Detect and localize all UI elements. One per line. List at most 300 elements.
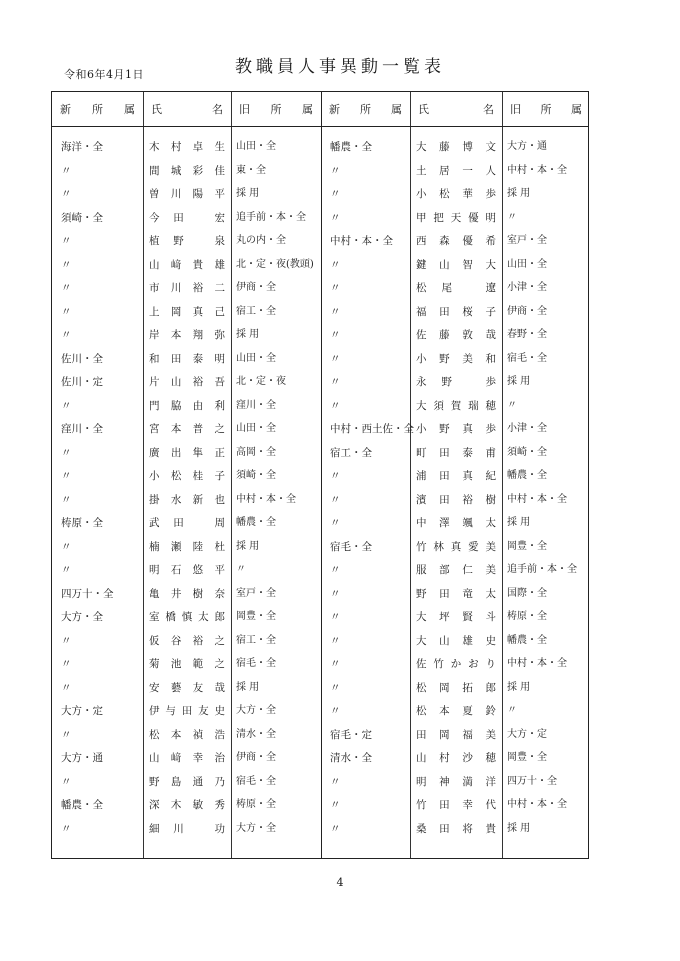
name-char: 伊 <box>149 705 160 717</box>
new-affiliation-cell: 四万十・全 <box>61 587 114 600</box>
name-char: 裕 <box>462 493 473 506</box>
name-char: 山 <box>149 258 160 271</box>
old-affiliation-cell: 〃 <box>507 211 517 223</box>
table-row <box>52 183 590 205</box>
new-affiliation-cell: 〃 <box>61 540 72 553</box>
old-affiliation-cell: 採 用 <box>507 517 531 528</box>
new-affiliation-cell: 幡農・全 <box>61 799 103 811</box>
new-affiliation-cell: 〃 <box>330 258 341 271</box>
name-char: 佳 <box>214 164 225 177</box>
table-row <box>52 747 590 769</box>
header-new-affiliation <box>321 92 410 126</box>
name-char: 藤 <box>439 141 450 153</box>
name-char: 門 <box>149 399 160 412</box>
header-char: 属 <box>571 103 582 116</box>
header-char: 氏 <box>418 103 429 116</box>
name-cell <box>410 536 502 558</box>
old-affiliation-cell: 宿工・全 <box>236 634 276 646</box>
name-char: 田 <box>173 517 184 529</box>
table-row <box>52 254 590 276</box>
name-cell <box>410 559 502 581</box>
name-char: 田 <box>439 470 450 482</box>
name-char: 翔 <box>192 329 204 341</box>
name-char: 樹 <box>192 587 204 600</box>
name-char: 橋 <box>165 611 176 623</box>
name-char: 室 <box>149 611 160 623</box>
header-char: 新 <box>60 103 71 116</box>
name-char: 遼 <box>485 282 496 294</box>
new-affiliation-cell: 中村・本・全 <box>330 235 393 247</box>
header-name <box>410 92 502 126</box>
table-row <box>52 724 590 746</box>
old-affiliation-cell: 国際・全 <box>507 587 547 599</box>
name-char: 真 <box>462 423 473 435</box>
new-affiliation-cell: 〃 <box>61 282 72 294</box>
name-char: 郎 <box>485 681 496 694</box>
new-affiliation-cell: 〃 <box>330 282 341 294</box>
header-char: 名 <box>483 103 494 116</box>
name-char: 藝 <box>170 681 182 694</box>
old-affiliation-cell: 伊商・全 <box>236 282 276 293</box>
new-affiliation-cell: 清水・全 <box>330 752 372 764</box>
new-affiliation-cell: 〃 <box>330 352 341 365</box>
name-char: 之 <box>214 658 225 670</box>
name-char: 之 <box>214 634 225 647</box>
old-affiliation-cell: 採 用 <box>236 329 260 340</box>
old-affiliation-cell: 岡豊・全 <box>236 611 276 622</box>
new-affiliation-cell: 〃 <box>61 235 72 247</box>
name-char: 慎 <box>181 611 193 623</box>
name-char: 宏 <box>214 211 225 224</box>
name-cell <box>410 183 502 205</box>
old-affiliation-cell: 幡農・全 <box>507 634 547 646</box>
name-cell <box>410 771 502 793</box>
name-char: 居 <box>439 164 450 177</box>
old-affiliation-cell: 採 用 <box>507 376 531 387</box>
name-cell <box>410 700 502 722</box>
new-affiliation-cell: 中村・西土佐・全 <box>330 423 414 435</box>
header-char: 所 <box>92 103 103 116</box>
name-char: 間 <box>149 164 160 177</box>
name-char: 澤 <box>439 517 450 529</box>
header-char: 所 <box>360 103 371 116</box>
table-row <box>52 700 590 722</box>
name-char: 仁 <box>462 564 473 576</box>
name-char: 谷 <box>170 634 182 647</box>
name-char: 掛 <box>149 493 160 506</box>
name-char: 松 <box>416 681 427 694</box>
header-char: 旧 <box>510 103 521 116</box>
name-char: 也 <box>214 493 225 506</box>
name-char: 由 <box>192 399 204 412</box>
name-char: 瀬 <box>170 540 182 553</box>
name-char: 瑞 <box>468 399 479 412</box>
name-char: 奈 <box>214 587 225 600</box>
name-cell <box>410 371 502 393</box>
old-affiliation-cell: 岡豊・全 <box>507 540 547 552</box>
name-char: 拓 <box>462 681 473 694</box>
name-cell <box>410 136 502 158</box>
new-affiliation-cell: 大方・全 <box>61 611 103 623</box>
name-char: 川 <box>170 188 182 200</box>
old-affiliation-cell: 四万十・全 <box>507 775 557 787</box>
name-char: 佐 <box>416 329 427 341</box>
table-row <box>52 465 590 487</box>
name-cell <box>410 677 502 699</box>
old-affiliation-cell: 室戸・全 <box>507 235 547 246</box>
name-char: 佐 <box>416 658 427 670</box>
name-char: 希 <box>485 235 496 247</box>
table-row <box>52 794 590 816</box>
new-affiliation-cell: 〃 <box>330 470 341 482</box>
name-cell <box>410 818 502 840</box>
name-char: 愛 <box>468 540 479 553</box>
table-row <box>52 324 590 346</box>
name-char: 本 <box>170 329 182 341</box>
name-char: 和 <box>485 352 496 365</box>
name-char: 大 <box>416 634 427 647</box>
old-affiliation-cell: 清水・全 <box>236 728 276 740</box>
name-char: 森 <box>439 235 450 247</box>
name-char: 和 <box>149 352 160 365</box>
old-affiliation-cell: 大方・全 <box>236 822 276 834</box>
name-char: 神 <box>439 775 450 788</box>
name-char: 乃 <box>214 775 225 788</box>
new-affiliation-cell: 〃 <box>330 376 341 388</box>
name-char: 美 <box>485 540 496 553</box>
new-affiliation-cell: 〃 <box>330 305 341 318</box>
name-char: 田 <box>439 446 450 459</box>
name-char: 智 <box>462 258 473 271</box>
name-char: 本 <box>170 423 182 435</box>
name-char: 島 <box>170 775 182 788</box>
old-affiliation-cell: 幡農・全 <box>507 470 547 481</box>
name-char: 野 <box>441 376 453 388</box>
header-new-affiliation <box>52 92 143 126</box>
name-char: 松 <box>170 470 182 482</box>
old-affiliation-cell: 梼原・全 <box>507 611 547 622</box>
old-affiliation-cell: 〃 <box>236 564 246 575</box>
name-char: 雄 <box>462 634 473 647</box>
name-char: 植 <box>149 235 160 247</box>
new-affiliation-cell: 幡農・全 <box>330 141 372 153</box>
new-affiliation-cell: 〃 <box>61 305 72 318</box>
name-char: 己 <box>214 305 225 318</box>
name-char: 野 <box>173 235 184 247</box>
name-char: 山 <box>149 752 160 764</box>
header-char: 氏 <box>151 103 162 116</box>
old-affiliation-cell: 追手前・本・全 <box>507 564 577 575</box>
old-affiliation-cell: 伊商・全 <box>236 752 276 763</box>
name-char: 範 <box>192 658 204 670</box>
name-char: 裕 <box>192 282 204 294</box>
name-char: 紀 <box>485 470 496 482</box>
name-char <box>467 371 470 393</box>
header-old-affiliation <box>231 92 321 126</box>
name-char: 竹 <box>416 540 427 553</box>
name-char: 須 <box>433 399 444 412</box>
name-char: 大 <box>416 399 427 412</box>
new-affiliation-cell: 〃 <box>61 681 72 694</box>
name-char: 本 <box>170 728 182 741</box>
name-char: 楠 <box>149 540 160 553</box>
name-char: 水 <box>170 493 182 506</box>
old-affiliation-cell: 岡豊・全 <box>507 752 547 763</box>
name-char: 把 <box>433 211 444 224</box>
new-affiliation-cell: 〃 <box>330 681 341 694</box>
name-char: 代 <box>485 799 496 811</box>
name-char: 平 <box>214 188 225 200</box>
header-old-affiliation <box>502 92 590 126</box>
name-char: 友 <box>198 705 209 717</box>
new-affiliation-cell: 〃 <box>61 493 72 506</box>
name-char: 敏 <box>192 799 204 811</box>
name-char: 史 <box>485 634 496 647</box>
new-affiliation-cell: 海洋・全 <box>61 141 103 153</box>
new-affiliation-cell: 〃 <box>330 658 341 670</box>
old-affiliation-cell: 北・定・夜 <box>236 376 286 387</box>
name-char: 野 <box>149 775 160 788</box>
name-char: 陸 <box>192 540 204 553</box>
name-char: 貴 <box>192 258 204 271</box>
name-char: 松 <box>416 705 427 717</box>
name-char: 哉 <box>214 681 225 694</box>
old-affiliation-cell: 高岡・全 <box>236 446 276 458</box>
table-row <box>52 442 590 464</box>
name-char: 野 <box>439 423 450 435</box>
name-cell <box>410 207 502 229</box>
table-row <box>52 606 590 628</box>
name-char: 永 <box>416 376 427 388</box>
name-char: 人 <box>485 164 496 177</box>
new-affiliation-cell: 〃 <box>330 775 341 788</box>
old-affiliation-cell: 窪川・全 <box>236 399 276 411</box>
name-char: 華 <box>462 188 473 200</box>
name-char: 鍵 <box>416 258 427 271</box>
new-affiliation-cell: 〃 <box>330 493 341 506</box>
name-char: 治 <box>214 752 225 764</box>
name-cell <box>410 489 502 511</box>
name-char: 松 <box>439 188 450 200</box>
old-affiliation-cell: 伊商・全 <box>507 305 547 317</box>
new-affiliation-cell: 〃 <box>330 211 341 224</box>
name-char: 彩 <box>192 164 204 177</box>
old-affiliation-cell: 小津・全 <box>507 282 547 293</box>
table-row <box>52 207 590 229</box>
new-affiliation-cell: 宿毛・全 <box>330 540 372 553</box>
name-char: り <box>485 658 496 670</box>
name-char: 岡 <box>170 305 182 318</box>
new-affiliation-cell: 〃 <box>61 164 72 177</box>
name-char: 田 <box>439 305 450 318</box>
old-affiliation-cell: 採 用 <box>236 188 260 199</box>
table-row <box>52 301 590 323</box>
old-affiliation-cell: 北・定・夜(教頭) <box>236 258 314 270</box>
name-char: 美 <box>485 728 496 741</box>
name-char: 木 <box>170 799 182 811</box>
header-char: 属 <box>391 103 402 116</box>
name-char: 禎 <box>192 728 204 741</box>
old-affiliation-cell: 〃 <box>507 399 517 411</box>
name-char: 小 <box>416 188 427 200</box>
name-char: 新 <box>192 493 204 506</box>
name-char: 田 <box>181 705 193 717</box>
name-char: 山 <box>439 634 450 647</box>
name-char: 本 <box>439 705 450 717</box>
header-char: 属 <box>302 103 313 116</box>
name-char: 部 <box>439 564 450 576</box>
name-char: 天 <box>450 211 462 224</box>
old-affiliation-cell: 須崎・全 <box>236 470 276 481</box>
new-affiliation-cell: 〃 <box>61 470 72 482</box>
new-affiliation-cell: 窪川・全 <box>61 423 103 435</box>
name-char: 田 <box>416 728 427 741</box>
old-affiliation-cell: 採 用 <box>507 188 531 199</box>
name-char: 明 <box>149 564 160 576</box>
name-char: 西 <box>416 235 427 247</box>
old-affiliation-cell: 東・全 <box>236 164 266 176</box>
name-char: 颯 <box>462 517 473 529</box>
name-cell <box>410 254 502 276</box>
table-row <box>52 160 590 182</box>
document-date: 令和6年4月1日 <box>64 68 144 81</box>
new-affiliation-cell: 〃 <box>330 517 341 529</box>
name-char: 功 <box>214 822 225 835</box>
name-char: 雄 <box>214 258 225 271</box>
name-cell <box>410 606 502 628</box>
new-affiliation-cell: 大方・定 <box>61 705 103 717</box>
name-char: 太 <box>198 611 209 623</box>
header-char: 属 <box>124 103 135 116</box>
new-affiliation-cell: 佐川・定 <box>61 376 103 388</box>
new-affiliation-cell: 〃 <box>61 634 72 647</box>
new-affiliation-cell: 〃 <box>61 658 72 670</box>
table-row <box>52 489 590 511</box>
name-char: 弥 <box>214 329 225 341</box>
header-char: 所 <box>270 103 282 116</box>
new-affiliation-cell: 〃 <box>330 399 341 412</box>
new-affiliation-cell: 〃 <box>61 564 72 576</box>
name-char: 夏 <box>462 705 473 717</box>
name-char: 今 <box>149 211 160 224</box>
name-char: 中 <box>416 517 427 529</box>
name-char: 坪 <box>439 611 450 623</box>
old-affiliation-cell: 宿毛・全 <box>236 775 276 787</box>
name-char: 二 <box>214 282 225 294</box>
name-cell <box>410 230 502 252</box>
name-char: 土 <box>416 164 427 177</box>
name-cell <box>410 160 502 182</box>
name-char: 美 <box>462 352 473 365</box>
name-char: 歩 <box>485 376 496 388</box>
old-affiliation-cell: 大方・定 <box>507 728 547 740</box>
header-char: 名 <box>212 103 223 116</box>
name-char: 尾 <box>441 282 453 294</box>
name-char: 明 <box>485 211 496 224</box>
name-char: 仮 <box>149 634 160 647</box>
name-char: 将 <box>462 822 473 835</box>
old-affiliation-cell: 中村・本・全 <box>507 164 567 176</box>
name-char: 桑 <box>416 822 427 835</box>
name-char: 杜 <box>214 540 225 553</box>
new-affiliation-cell: 〃 <box>61 446 72 459</box>
old-affiliation-cell: 追手前・本・全 <box>236 211 306 223</box>
name-char: 利 <box>214 399 225 412</box>
name-char: 文 <box>485 141 496 153</box>
name-char: 山 <box>416 752 427 764</box>
name-char: 武 <box>149 517 160 529</box>
name-char: 沙 <box>462 752 473 764</box>
table-row <box>52 536 590 558</box>
name-char: 裕 <box>192 634 204 647</box>
name-cell <box>410 794 502 816</box>
name-char: 幸 <box>192 752 204 764</box>
name-char: 田 <box>439 493 450 506</box>
name-char: 友 <box>192 681 204 694</box>
name-char: 深 <box>149 799 160 811</box>
old-affiliation-cell: 採 用 <box>507 822 531 834</box>
name-char: 通 <box>192 775 204 788</box>
new-affiliation-cell: 梼原・全 <box>61 517 103 529</box>
old-affiliation-cell: 採 用 <box>236 681 260 693</box>
name-char: 吾 <box>214 376 225 388</box>
name-cell <box>410 747 502 769</box>
name-char: 優 <box>468 211 479 224</box>
old-affiliation-cell: 山田・全 <box>236 352 276 364</box>
name-char: 真 <box>462 470 473 482</box>
name-char: 池 <box>170 658 182 670</box>
name-char: 町 <box>416 446 427 459</box>
name-char: 穂 <box>485 399 496 412</box>
name-char: 陽 <box>192 188 204 200</box>
name-char: 田 <box>439 587 450 600</box>
name-char: 卓 <box>192 141 204 153</box>
new-affiliation-cell: 〃 <box>330 799 341 811</box>
new-affiliation-cell: 大方・通 <box>61 752 103 764</box>
table-row <box>52 653 590 675</box>
name-char: 林 <box>433 540 444 553</box>
old-affiliation-cell: 小津・全 <box>507 423 547 434</box>
name-char: 賀 <box>450 399 462 412</box>
new-affiliation-cell: 佐川・全 <box>61 352 103 365</box>
name-char: 木 <box>149 141 160 153</box>
name-char: 出 <box>170 446 182 459</box>
name-char: 細 <box>149 822 160 835</box>
name-char: 岡 <box>439 728 450 741</box>
name-cell <box>410 442 502 464</box>
new-affiliation-cell: 〃 <box>330 164 341 177</box>
name-char: 川 <box>173 822 184 835</box>
name-cell <box>410 277 502 299</box>
table-row <box>52 559 590 581</box>
new-affiliation-cell: 宿毛・定 <box>330 728 372 741</box>
old-affiliation-cell: 宿工・全 <box>236 305 276 317</box>
name-char: 石 <box>170 564 182 576</box>
new-affiliation-cell: 〃 <box>330 634 341 647</box>
name-char: 穂 <box>485 752 496 764</box>
name-char: 小 <box>416 423 427 435</box>
name-char: 岡 <box>439 681 450 694</box>
name-char: 服 <box>416 564 427 576</box>
table-row <box>52 630 590 652</box>
old-affiliation-cell: 大方・通 <box>507 141 547 152</box>
name-char: か <box>450 658 462 670</box>
name-char: 満 <box>462 775 473 788</box>
name-char: 郎 <box>214 611 225 623</box>
name-char: 甫 <box>485 446 496 459</box>
name-char: 太 <box>485 517 496 529</box>
name-char: 泰 <box>462 446 473 459</box>
